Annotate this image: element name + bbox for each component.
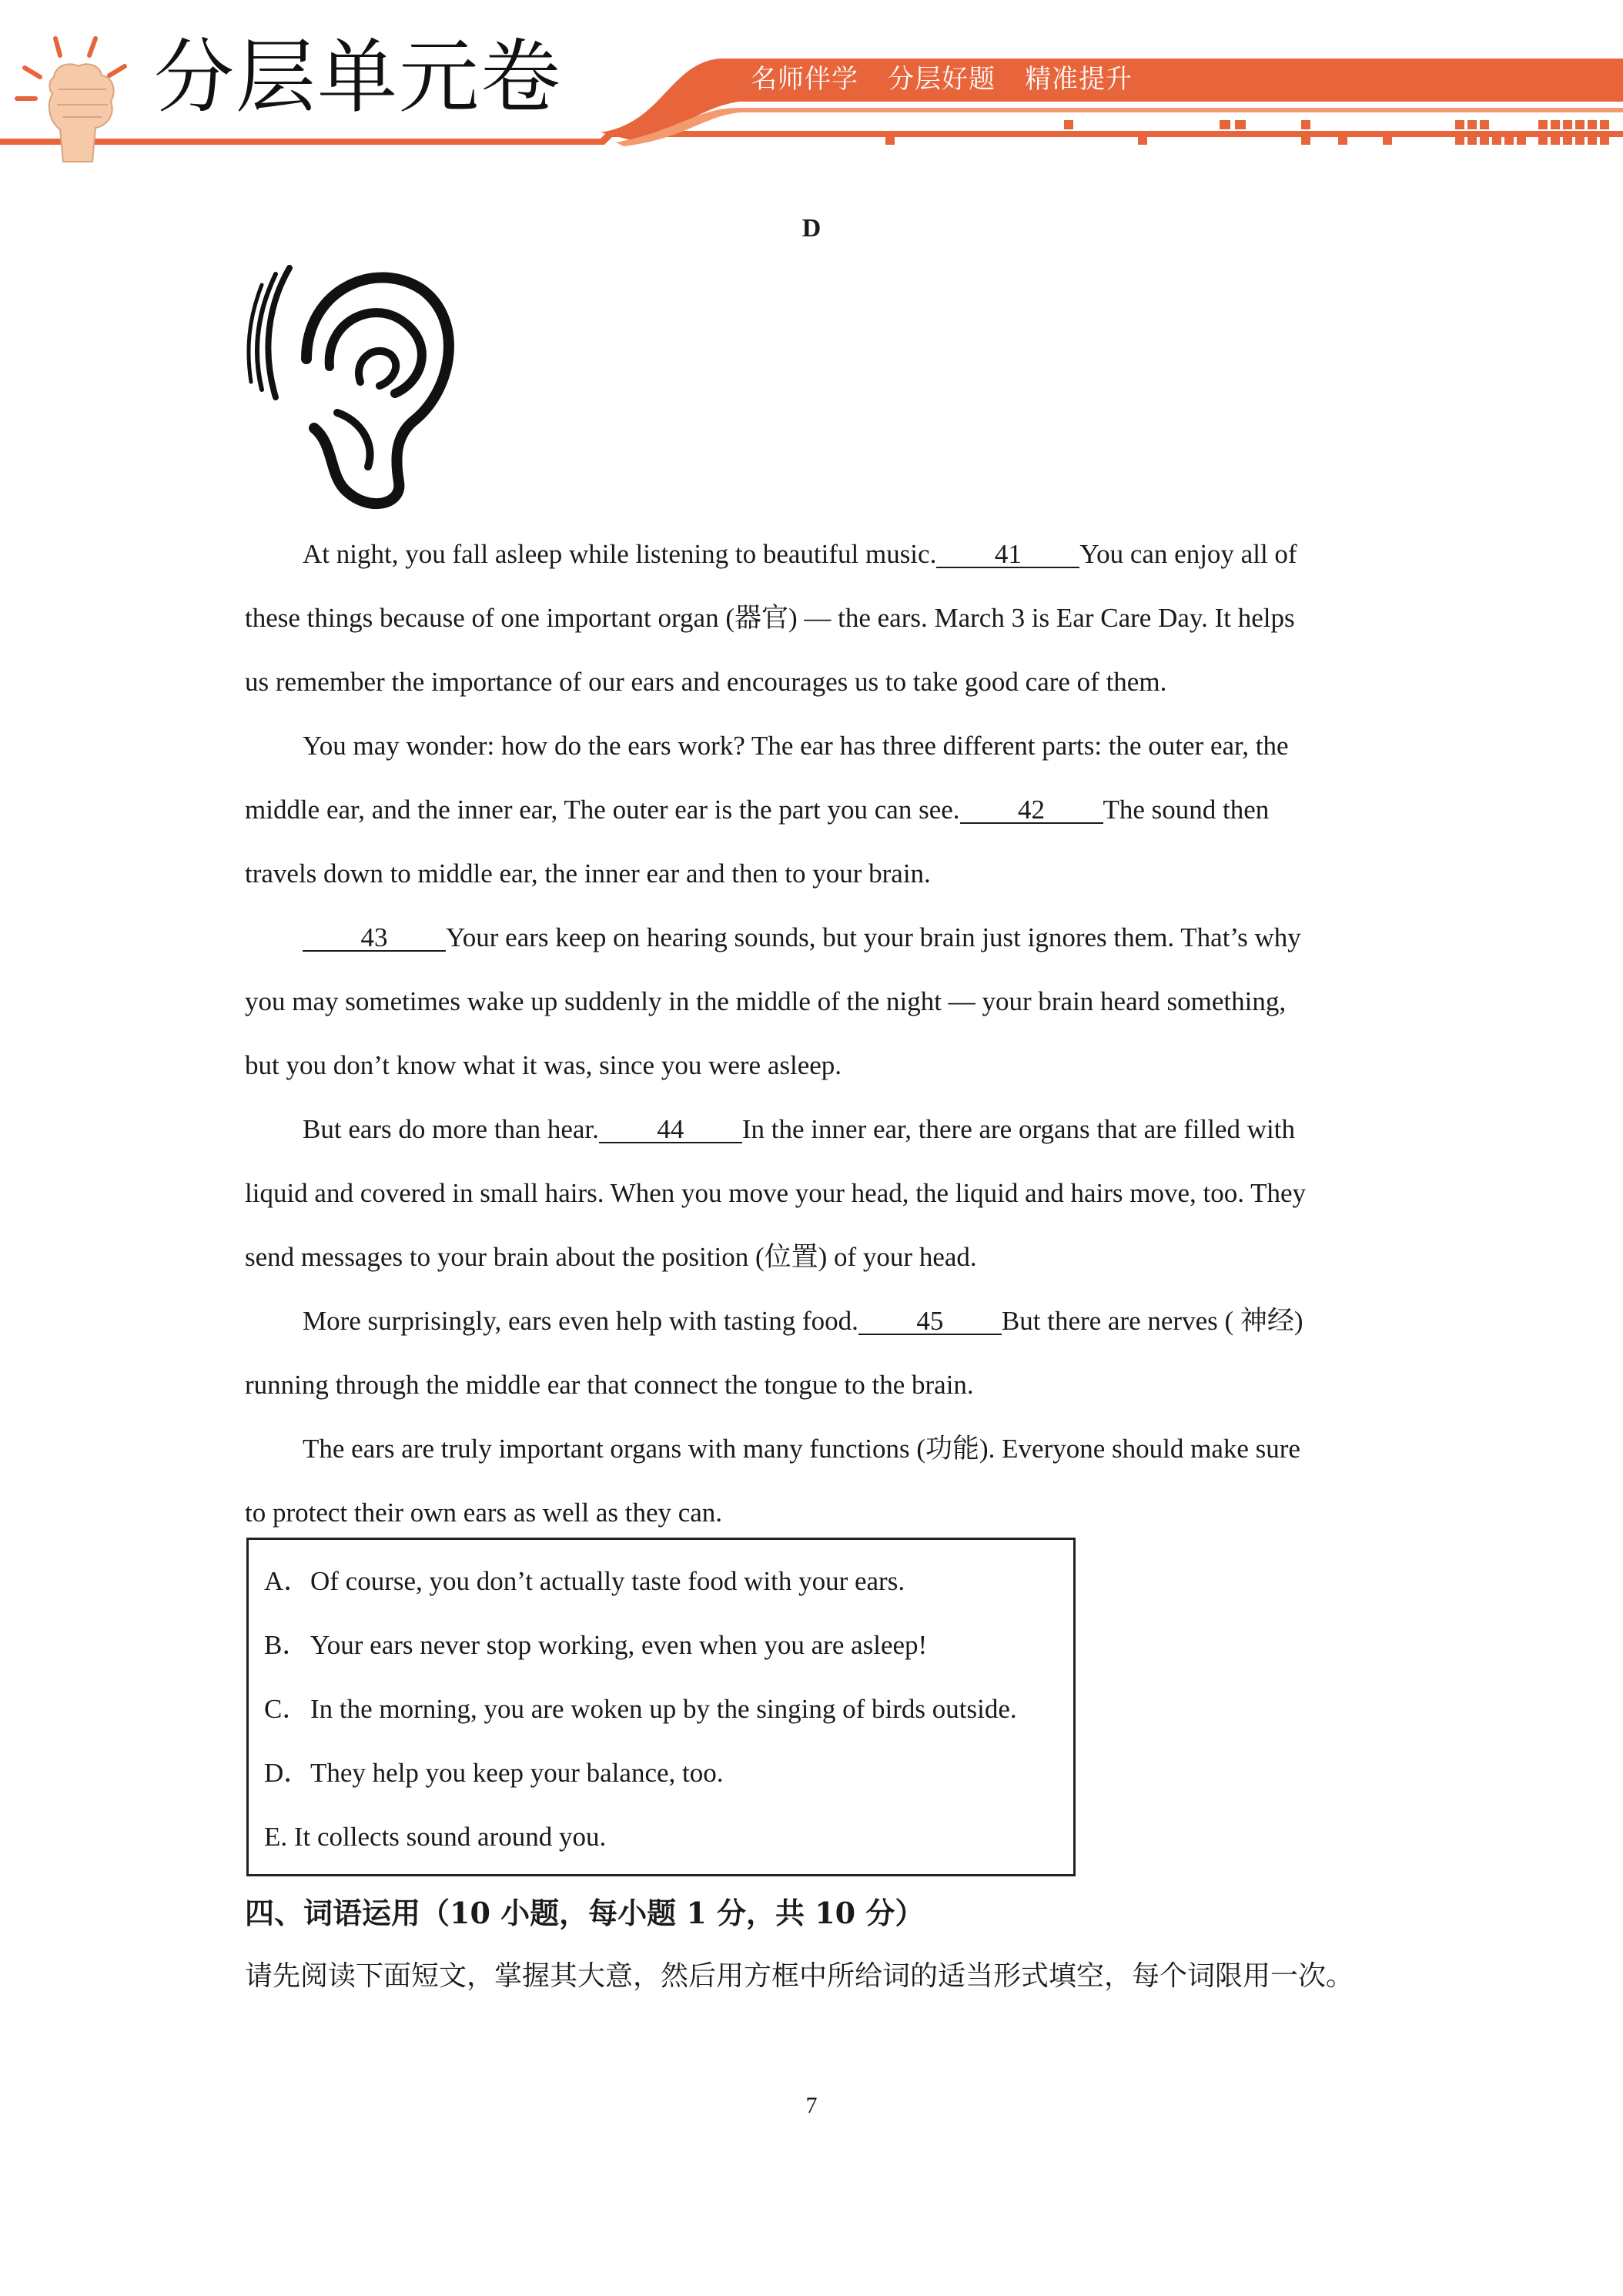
page-header (0, 0, 1623, 177)
p6-text-1: The ears are truly important organs with many functions (功能). Everyone should make sure (303, 1434, 1300, 1464)
blank-42-number: 42 (1018, 795, 1046, 825)
paragraph-1-line-3 (245, 650, 1384, 714)
paragraph-6-line-2 (245, 1481, 1384, 1545)
option-b-letter: B． (264, 1630, 310, 1660)
option-e-letter: E. (264, 1822, 288, 1852)
p1-text-1: At night, you fall asleep while listening to beautiful music. (303, 539, 937, 569)
p2-text-4: travels down to middle ear, the inner ear and then to your brain. (245, 858, 931, 889)
brand-title: 分层单元卷 (154, 30, 563, 124)
p3-text-2: you may sometimes wake up suddenly in the middle of the night — your brain heard something, (245, 986, 1287, 1016)
p1-text-4: us remember the importance of our ears and encourages us to take good care of them. (245, 667, 1167, 697)
paragraph-1 (245, 522, 1384, 586)
p5-text-2: But there are nerves ( 神经) (1001, 1306, 1303, 1336)
blank-41-number: 41 (994, 539, 1022, 569)
blank-42[interactable] (960, 795, 1103, 825)
options-box (246, 1538, 1076, 1876)
option-b[interactable] (264, 1613, 1073, 1677)
option-e[interactable] (264, 1805, 1073, 1869)
blank-45-number: 45 (916, 1306, 944, 1336)
p1-text-3: these things because of one important organ (器官) — the ears. March 3 is Ear Care Day. It helps (245, 603, 1295, 633)
paragraph-4-line-2 (245, 1161, 1384, 1225)
ear-icon (245, 259, 460, 513)
p4-text-1: But ears do more than hear. (303, 1114, 599, 1144)
p3-text-3: but you don’t know what it was, since you were asleep. (245, 1050, 842, 1080)
option-d[interactable] (264, 1741, 1073, 1805)
p6-text-2: to protect their own ears as well as they can. (245, 1498, 723, 1528)
option-a-letter: A． (264, 1566, 311, 1596)
blank-44-number: 44 (657, 1114, 684, 1144)
header-slogans (751, 62, 1133, 97)
blank-45[interactable] (858, 1306, 1002, 1336)
p4-text-4: send messages to your brain about the position (位置) of your head. (245, 1242, 977, 1272)
blank-43[interactable] (303, 922, 446, 952)
p2-text-2: middle ear, and the inner ear, The outer ear is the part you can see. (245, 795, 960, 825)
paragraph-3 (245, 905, 1384, 969)
blank-41[interactable] (936, 539, 1079, 569)
blank-43-number: 43 (360, 922, 388, 952)
option-d-text: They help you keep your balance, too. (310, 1758, 724, 1788)
p2-text-3: The sound then (1103, 795, 1270, 825)
option-c-text: In the morning, you are woken up by the singing of birds outside. (310, 1694, 1017, 1724)
section-letter: D (801, 214, 822, 243)
p4-text-2: In the inner ear, there are organs that are filled with (741, 1114, 1295, 1144)
paragraph-4 (245, 1097, 1384, 1161)
slogan-2: 分层好题 (888, 64, 996, 95)
p1-text-2: You can enjoy all of (1079, 539, 1297, 569)
option-d-letter: D． (264, 1758, 311, 1788)
paragraph-5-line-2 (245, 1353, 1384, 1417)
option-a[interactable] (264, 1549, 1073, 1613)
paragraph-2-line-3 (245, 842, 1384, 905)
paragraph-5 (245, 1289, 1384, 1353)
blank-44[interactable] (599, 1114, 742, 1144)
p4-text-3: liquid and covered in small hairs. When you move your head, the liquid and hairs move, too. They (245, 1178, 1306, 1208)
paragraph-6 (245, 1417, 1384, 1481)
option-c[interactable] (264, 1677, 1073, 1741)
p5-text-1: More surprisingly, ears even help with tasting food. (303, 1306, 858, 1336)
p2-text-1: You may wonder: how do the ears work? The ear has three different parts: the outer ear, the (303, 731, 1289, 761)
paragraph-3-line-2 (245, 969, 1384, 1033)
p5-text-3: running through the middle ear that connect the tongue to the brain. (245, 1370, 974, 1400)
reading-passage (245, 522, 1384, 1545)
paragraph-1-line-2 (245, 586, 1384, 650)
option-a-text: Of course, you don’t actually taste food with your ears. (310, 1566, 905, 1596)
option-b-text: Your ears never stop working, even when you are asleep! (310, 1630, 928, 1660)
slogan-3: 精准提升 (1025, 64, 1133, 95)
section-4-heading: 四、词语运用（10 小题，每小题 1 分，共 10 分） (245, 1896, 925, 1930)
option-c-letter: C． (264, 1694, 310, 1724)
page-number: 7 (805, 2093, 818, 2118)
option-e-text: It collects sound around you. (293, 1822, 607, 1852)
paragraph-4-line-3 (245, 1225, 1384, 1289)
paragraph-2 (245, 714, 1384, 778)
section-4-instructions: 请先阅读下面短文，掌握其大意，然后用方框中所给词的适当形式填空，每个词限用一次。 (245, 1960, 1354, 1992)
p3-text-1: Your ears keep on hearing sounds, but your brain just ignores them. That’s why (446, 922, 1301, 952)
fist-icon (9, 31, 140, 169)
slogan-1: 名师伴学 (751, 64, 858, 95)
paragraph-2-line-2 (245, 778, 1384, 842)
paragraph-3-line-3 (245, 1033, 1384, 1097)
